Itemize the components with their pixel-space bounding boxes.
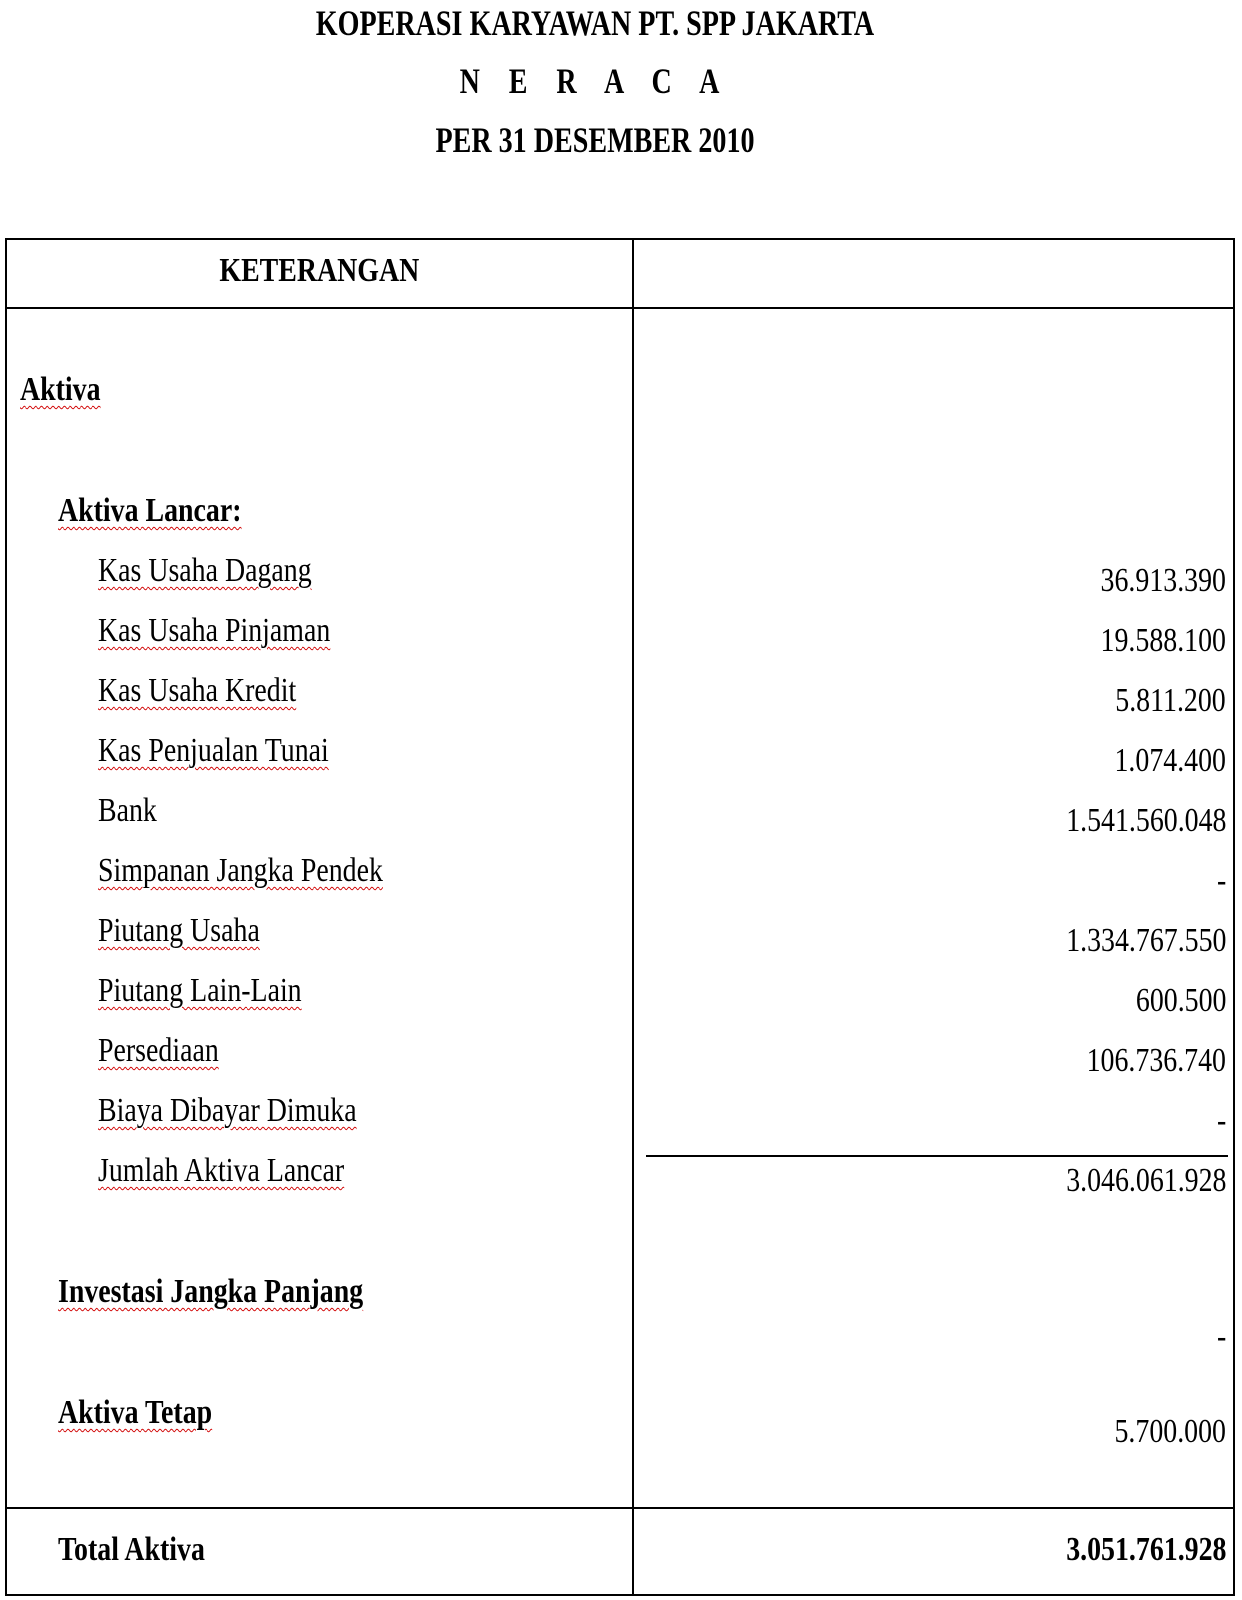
aktiva-tetap-value: 5.700.000 [1114,1413,1226,1450]
item-label: Kas Usaha Kredit [98,672,297,709]
item-label: Simpanan Jangka Pendek [98,852,383,889]
item-label: Kas Penjualan Tunai [98,732,329,769]
total-divider [5,1507,1235,1509]
item-value: 1.541.560.048 [1065,802,1226,839]
report-period: PER 31 DESEMBER 2010 [435,120,755,160]
total-aktiva-label [58,1533,205,1567]
jumlah-aktiva-lancar-value: 3.046.061.928 [1065,1162,1226,1199]
item-value: - [1216,862,1226,899]
item-value: 1.074.400 [1114,742,1226,779]
item-label: Piutang Lain-Lain [98,972,302,1009]
investasi-value: - [1216,1318,1226,1355]
investasi-label: Investasi Jangka Panjang [58,1273,364,1310]
item-label: Kas Usaha Dagang [98,552,312,589]
header-divider [5,307,1235,309]
aktiva-tetap-label: Aktiva Tetap [58,1394,213,1431]
section-aktiva: Aktiva [20,371,101,408]
subtotal-rule [646,1155,1228,1157]
item-label: Persediaan [98,1032,219,1069]
item-value: 5.811.200 [1115,682,1226,719]
item-value: 1.334.767.550 [1065,922,1226,959]
jumlah-aktiva-lancar-label: Jumlah Aktiva Lancar [98,1152,345,1189]
total-aktiva-value: 3.051.761.928 [1065,1531,1226,1568]
column-divider [632,238,634,1596]
column-header-keterangan: KETERANGAN [219,252,420,289]
item-value: 36.913.390 [1100,562,1226,599]
total-word: Total Aktiva [58,1531,205,1568]
item-label: Biaya Dibayar Dimuka [98,1092,357,1129]
item-value: 600.500 [1135,982,1226,1019]
item-label: Kas Usaha Pinjaman [98,612,331,649]
section-aktiva-lancar: Aktiva Lancar: [58,492,242,529]
item-value: 106.736.740 [1086,1042,1226,1079]
company-title: KOPERASI KARYAWAN PT. SPP JAKARTA [315,3,875,43]
report-title: N E R A C A [459,61,731,101]
item-value: - [1216,1102,1226,1139]
item-label: Bank [98,792,157,829]
item-value: 19.588.100 [1100,622,1226,659]
item-label: Piutang Usaha [98,912,260,949]
